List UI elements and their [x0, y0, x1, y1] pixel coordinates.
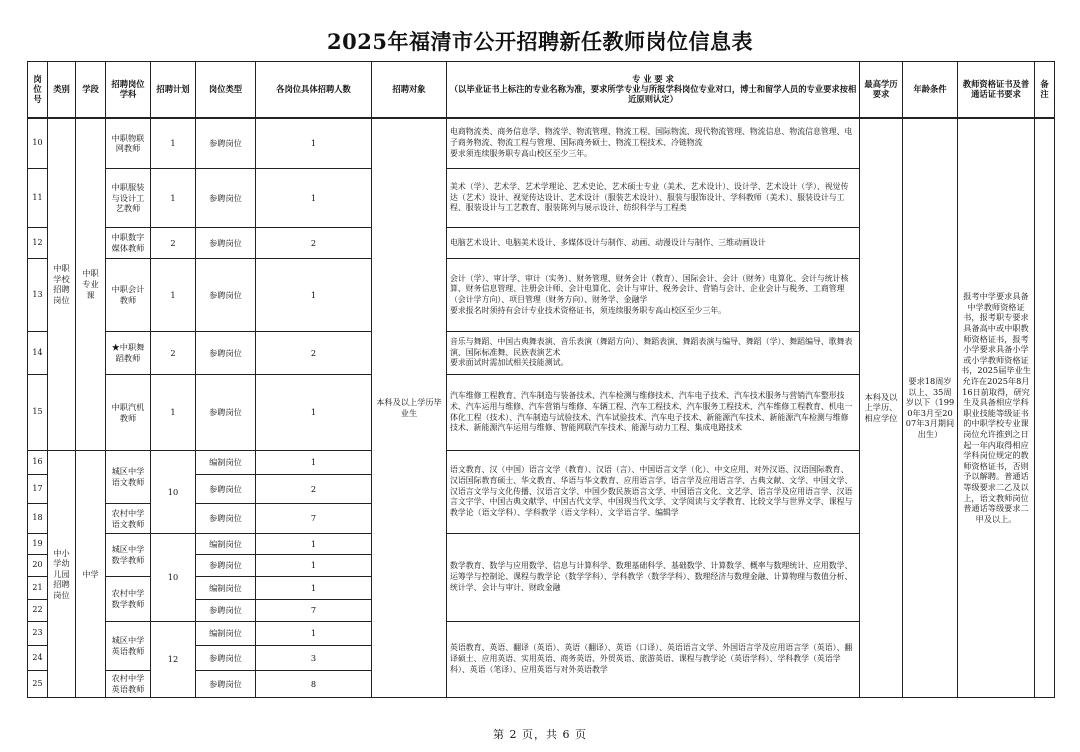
row-subject: 中职会计教师	[106, 259, 151, 332]
header-edu: 最高学历要求	[860, 62, 903, 118]
row-type: 参聘岗位	[196, 555, 256, 577]
row-plan: 2	[151, 228, 196, 259]
row-subject: 城区中学英语教师	[106, 622, 151, 671]
note-cell	[1035, 118, 1055, 698]
table-row	[28, 118, 1055, 169]
header-plan: 招聘计划	[151, 62, 196, 118]
category-vocational: 中职学校招聘岗位	[48, 118, 76, 451]
row-count: 7	[256, 600, 372, 622]
stage-vocational: 中职专业课	[76, 118, 106, 451]
row-type: 参聘岗位	[196, 600, 256, 622]
row-type: 参聘岗位	[196, 332, 256, 375]
header-age: 年龄条件	[903, 62, 958, 118]
row-subject: 农村中学语文教师	[106, 504, 151, 534]
header-row	[28, 62, 1055, 118]
row-subject: ★中职舞蹈教师	[106, 332, 151, 375]
row-major: 电脑艺术设计、电脑美术设计、多媒体设计与制作、动画、动漫设计与制作、三维动画设计	[447, 228, 860, 259]
row-subject: 中职服装与设计工艺教师	[106, 169, 151, 228]
edu-cell: 本科及以上学历、相应学位	[860, 118, 903, 698]
header-major	[447, 62, 860, 118]
row-count: 1	[256, 534, 372, 555]
row-count: 8	[256, 671, 372, 698]
row-idx: 18	[28, 504, 48, 534]
row-subject: 农村中学数学教师	[106, 577, 151, 622]
row-plan: 12	[151, 622, 196, 698]
header-major-title: 专 业 要 求	[632, 74, 674, 85]
target-cell: 本科及以上学历毕业生	[372, 118, 447, 698]
row-plan: 10	[151, 534, 196, 622]
row-type: 编制岗位	[196, 534, 256, 555]
row-idx: 10	[28, 118, 48, 169]
row-type: 参聘岗位	[196, 375, 256, 451]
header-count: 各岗位具体招聘人数	[256, 62, 372, 118]
row-major: 美术（学）、艺术学、艺术学理论、艺术史论、艺术硕士专业（美术、艺术设计）、设计学、艺术设计（学）、视觉传达（艺术）设计、视觉传达设计、艺术设计（服装艺术设计）、服装与服饰设计、学科教师（美术）、服装设计与工程、服装设计与工艺教育、服装陈列与展示设计、纺织科学与工程类	[447, 169, 860, 228]
row-major: 电商物流类、商务信息学、物流学、物流管理、物流工程、国际物流、现代物流管理、物流信息、物流信息管理、电子商务物流、物流工程与管理、国际商务硕士、物流工程技术、冷链物流 要求须连续服务职专高山校区至少三年。	[447, 118, 860, 169]
cert-cell: 报考中学要求具备中学教师资格证书，报考职专要求具备高中或中职教师资格证书，报考小学要求具备小学或小学教师资格证书，2025届毕业生允许在2025年8月16日前取得，研究生及具备相应学科职业技能等级证书的中职学校专业课岗位允许推到之日起一年内取得相应学科岗位规定的教师资格证书，否则予以解聘。普通话等级要求二乙及以上，语文教师岗位普通话等级要求二甲及以上。	[958, 118, 1035, 698]
row-major: 汽车维修工程教育、汽车制造与装备技术、汽车检测与维修技术、汽车电子技术、汽车技术服务与营销汽车整形技术、汽车运用与维修、汽车营销与维修、车辆工程、汽车工程技术、汽车服务工程技术、汽车维修工程教育、机电一体化工程（技术）、汽车制造与试验技术、汽车试验技术、汽车电子技术、新能源汽车技术、新能源汽车检测与维修技术、新能源汽车运用与维修、智能网联汽车技术、能源与动力工程、集成电路技术	[447, 375, 860, 451]
row-count: 2	[256, 228, 372, 259]
row-type: 参聘岗位	[196, 504, 256, 534]
row-plan: 2	[151, 332, 196, 375]
row-idx: 17	[28, 475, 48, 504]
row-count: 7	[256, 504, 372, 534]
row-plan: 1	[151, 169, 196, 228]
row-count: 1	[256, 622, 372, 646]
row-type: 参聘岗位	[196, 259, 256, 332]
row-idx: 21	[28, 577, 48, 600]
row-plan: 1	[151, 259, 196, 332]
header-stage: 学段	[76, 62, 106, 118]
row-type: 编制岗位	[196, 622, 256, 646]
category-k12: 中小学幼儿园招聘岗位	[48, 451, 76, 698]
row-idx: 20	[28, 555, 48, 577]
row-type: 参聘岗位	[196, 671, 256, 698]
row-count: 2	[256, 332, 372, 375]
header-major-note: （以毕业证书上标注的专业名称为准，要求所学专业与所报学科岗位专业对口，博士和留学人员的专业要求按相近原则认定）	[449, 84, 857, 105]
row-count: 1	[256, 169, 372, 228]
row-type: 参聘岗位	[196, 169, 256, 228]
row-idx: 14	[28, 332, 48, 375]
row-count: 3	[256, 646, 372, 671]
row-idx: 22	[28, 600, 48, 622]
row-type: 编制岗位	[196, 577, 256, 600]
row-idx: 16	[28, 451, 48, 475]
page-footer: 第 2 页，共 6 页	[493, 728, 587, 741]
header-note: 备注	[1035, 62, 1055, 118]
row-count: 1	[256, 259, 372, 332]
row-major: 数学教育、数学与应用数学、信息与计算科学、数理基础科学、基础数学、计算数学、概率与数理统计、应用数学、运筹学与控制论、课程与教学论（数学学科）、学科教学（数学学科）、数理经济与数理金融、计算物理与数值分析、统计学、会计与审计、财政金融	[447, 534, 860, 622]
row-count: 1	[256, 451, 372, 475]
row-count: 1	[256, 555, 372, 577]
document-title: 2025年福清市公开招聘新任教师岗位信息表	[327, 29, 753, 54]
row-idx: 12	[28, 228, 48, 259]
row-subject: 中职汽机教师	[106, 375, 151, 451]
row-count: 1	[256, 118, 372, 169]
row-idx: 25	[28, 671, 48, 698]
age-cell: 要求18周岁以上、35周岁以下（1990年3月至2007年3月期间出生）	[903, 118, 958, 698]
row-count: 1	[256, 375, 372, 451]
row-idx: 24	[28, 646, 48, 671]
row-type: 编制岗位	[196, 451, 256, 475]
row-plan: 1	[151, 375, 196, 451]
row-idx: 23	[28, 622, 48, 646]
header-category: 类别	[48, 62, 76, 118]
row-subject: 城区中学语文教师	[106, 451, 151, 504]
row-subject: 中职数字媒体教师	[106, 228, 151, 259]
row-idx: 11	[28, 169, 48, 228]
row-type: 参聘岗位	[196, 118, 256, 169]
recruitment-table	[27, 61, 1055, 698]
header-target: 招聘对象	[372, 62, 447, 118]
header-idx: 岗位号	[28, 62, 48, 118]
header-cert: 教师资格证书及普通话证书要求	[958, 62, 1035, 118]
row-major: 英语教育、英语、翻译（英语）、英语（翻译）、英语（口译）、英语语言文学、外国语言学及应用语言学（英语）、翻译硕士、应用英语、实用英语、商务英语、外贸英语、旅游英语、课程与教学论（英语学科）、学科教学（英语学科）、英语（笔译）、应用英语与对外英语教学	[447, 622, 860, 698]
row-major: 会计（学）、审计学、审计（实务）、财务管理、财务会计（教育）、国际会计、会计（财务）电算化、会计与统计核算、财务信息管理、注册会计师、会计电算化、会计与审计、税务会计、营销与会计、企业会计与税务、工商管理（会计学方向）、项目管理（财务方向）、财务学、金融学 要求报名时须持有会计专业技术资格证书，须连续服务职专高山校区至少三年。	[447, 259, 860, 332]
row-subject: 农村中学英语教师	[106, 671, 151, 698]
header-subject: 招聘岗位学科	[106, 62, 151, 118]
header-type: 岗位类型	[196, 62, 256, 118]
row-major: 音乐与舞蹈、中国古典舞表演、音乐表演（舞蹈方向）、舞蹈表演、舞蹈表演与编导、舞蹈（学）、舞蹈编导、歌舞表演、国际标准舞、民族表演艺术 要求面试时需加试相关技能测试。	[447, 332, 860, 375]
row-idx: 13	[28, 259, 48, 332]
row-subject: 城区中学数学教师	[106, 534, 151, 577]
row-type: 参聘岗位	[196, 646, 256, 671]
row-type: 参聘岗位	[196, 475, 256, 504]
row-major: 语文教育、汉（中国）语言文学（教育）、汉语（言）、中国语言文学（化）、中文应用、对外汉语、汉语国际教育、汉语国际教育硕士、华文教育、华语与华文教育、应用语言学、语言学及应用语言学、古典文献、文学、中国文学、汉语言文学与文化传播、汉语言文学、中国少数民族语言文学、中国语言文化、文艺学、语言学及应用语言学、汉语言文字学、中国古典文献学、中国古代文学、中国现当代文学、文学阅读与文学教育、比较文学与世界文学、课程与教学论（语文学科）、学科教学（语文学科）、文学语言学、编辑学	[447, 451, 860, 534]
row-idx: 19	[28, 534, 48, 555]
row-idx: 15	[28, 375, 48, 451]
row-plan: 10	[151, 451, 196, 534]
row-subject: 中职物联网教师	[106, 118, 151, 169]
row-type: 参聘岗位	[196, 228, 256, 259]
row-count: 1	[256, 577, 372, 600]
row-plan: 1	[151, 118, 196, 169]
stage-k12: 中学	[76, 451, 106, 698]
row-count: 2	[256, 475, 372, 504]
